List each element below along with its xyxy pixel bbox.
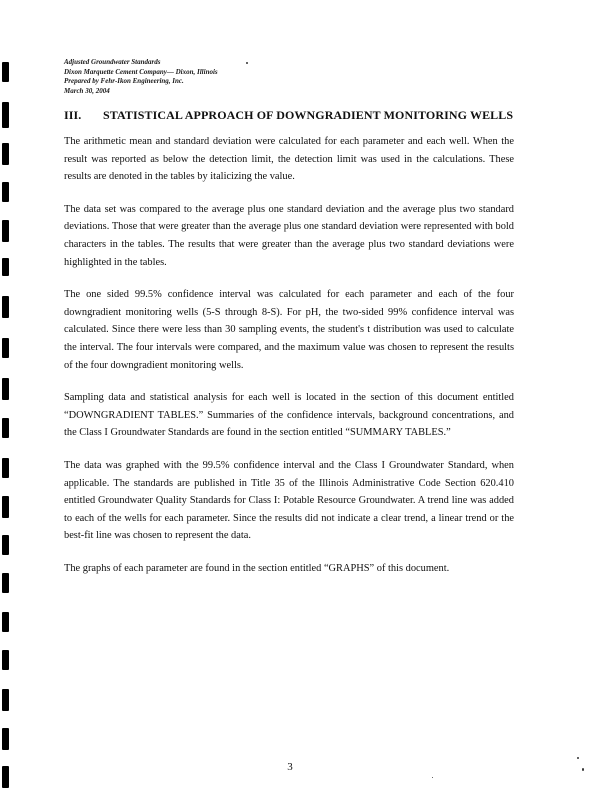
paragraph: The one sided 99.5% confidence interval was calculated for each parameter and each of the four downgradient monitoring wells (5-S through 8-S). For pH, the two-sided 99% confidence interval was calculated. Since there were less than 30 sampling events, the student's t distribution was used to calculate the interval. The four intervals were compared, and the maximum value was chosen to represent the results of the four downgradient monitoring wells. (64, 289, 514, 371)
document-header (64, 58, 218, 96)
header-line: Dixon Marquette Cement Company— Dixon, Illinois (64, 67, 218, 76)
binding-mark (2, 102, 9, 128)
header-line: Adjusted Groundwater Standards (64, 58, 161, 66)
binding-mark (2, 182, 9, 202)
binding-mark (2, 650, 9, 670)
body-content (64, 133, 514, 592)
section-number: III. (64, 108, 82, 122)
binding-mark (2, 296, 9, 318)
binding-mark (2, 689, 9, 711)
binding-mark (2, 612, 9, 632)
binding-mark (2, 62, 9, 82)
binding-mark (2, 535, 9, 555)
binding-mark (2, 458, 9, 478)
binding-mark (2, 258, 9, 276)
scan-speck (246, 62, 248, 64)
paragraph: The arithmetic mean and standard deviation were calculated for each parameter and each well. When the result was reported as below the detection limit, the detection limit was used in the calculations. These results are denoted in the tables by italicizing the value. (64, 136, 514, 183)
scan-speck (432, 777, 433, 778)
scan-speck (577, 757, 579, 759)
section-heading (64, 108, 513, 123)
binding-mark (2, 338, 9, 358)
header-line: Prepared by Fehr-Ikon Engineering, Inc. (64, 77, 184, 85)
binding-mark (2, 418, 9, 438)
binding-mark (2, 728, 9, 750)
paragraph: The data was graphed with the 99.5% confidence interval and the Class I Groundwater Standard, when applicable. The standards are published in Title 35 of the Illinois Administrative Code Section 620.410 entitled Groundwater Quality Standards for Class I: Potable Resource Groundwater. A trend line was added to each of the wells for each parameter. Since the results did not indicate a clear trend, a linear trend or the best-fit line was chosen to represent the data. (64, 459, 514, 542)
section-title: STATISTICAL APPROACH OF DOWNGRADIENT MONITORING WELLS (103, 108, 514, 122)
paragraph: The graphs of each parameter are found in the section entitled “GRAPHS” of this document. (64, 562, 450, 574)
binding-mark (2, 378, 9, 400)
paragraph: Sampling data and statistical analysis for each well is located in the section of this document entitled “DOWNGRADIENT TABLES.” Summaries of the confidence intervals, background concentrations, and the Class I Groundwater Standards are found in the section entitled “SUMMARY TABLES.” (64, 392, 514, 439)
binding-mark (2, 143, 9, 165)
header-line: March 30, 2004 (64, 86, 110, 95)
binding-mark (2, 220, 9, 242)
binding-mark (2, 496, 9, 518)
binding-mark (2, 573, 9, 593)
paragraph: The data set was compared to the average plus one standard deviation and the average plus two standard deviations. Those that were greater than the average plus one standard deviation were represented with bold characters in the tables. The results that were greater than the average plus two standard deviations were highlighted in the tables. (64, 203, 514, 268)
page-number: 3 (287, 761, 293, 773)
scan-speck (582, 768, 584, 771)
